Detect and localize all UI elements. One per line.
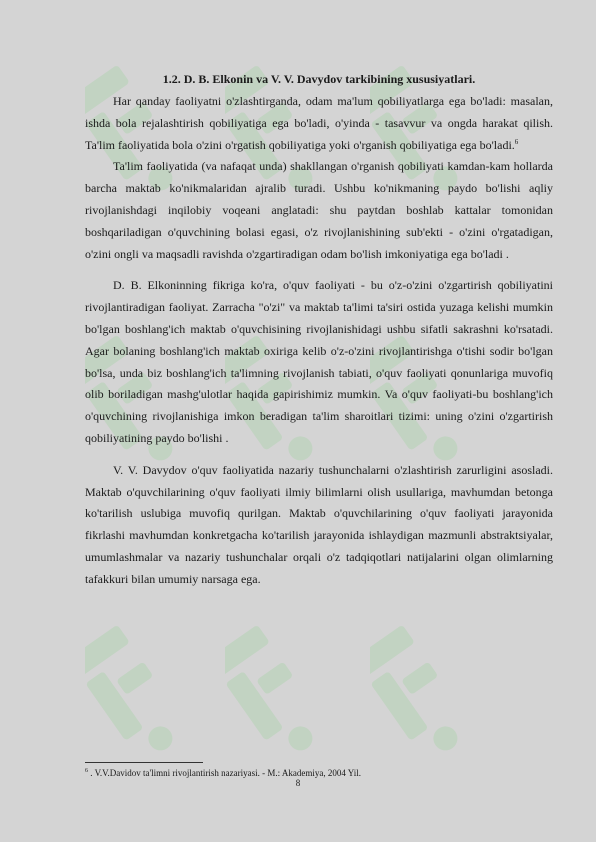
paragraph-spacer xyxy=(85,265,553,275)
watermark-icon xyxy=(370,620,460,770)
section-heading: 1.2. D. B. Elkonin va V. V. Davydov tarkibining xususiyatlari. xyxy=(162,72,476,86)
page-number: 8 xyxy=(295,778,301,788)
footnote-text: . V.V.Davidov ta'limni rivojlantirish nazariyasi. - M.: Akademiya, 2004 Yil. xyxy=(88,768,362,778)
watermark-icon xyxy=(85,620,175,770)
paragraph-4: V. V. Davydov o'quv faoliyatida nazariy tushunchalarni o'zlashtirish zarurligini asosladi. Maktab o'quvchilarining o'quv faoliyati ilmiy bilimlarni olish usullariga, mavhumdan betonga ko'tarilish uslubiga muvofiq qurilgan. Maktab o'quvchilarining o'quv faoliyati jarayonida fikrlashi mavhumdan konkretgacha ko'tarilish jarayonida ishlaydigan mazmunli abstraktsiyalar, umumlashmalar va nazariy tushunchalar orqali o'z tadqiqotlari natijalarini olgan olimlarning tafakkuri bilan umumiy narsaga ega. xyxy=(85,462,553,586)
footnote-divider xyxy=(85,762,203,763)
paragraph-2: Ta'lim faoliyatida (va nafaqat unda) shakllangan o'rganish qobiliyati kamdan-kam hollarda barcha maktab ko'nikmalaridan ajralib turadi. Ushbu ko'nikmaning paydo bo'lishi aqliy rivojlanishdagi inqilobiy voqeani anglatadi: shu paytdan boshlab kattalar tomonidan boshqariladigan o'quvchining bolasi egasi, o'z rivojlanishining sub'ekti - o'zini o'rgatadigan, o'zini ongli va maqsadli ravishda o'zgartiradigan odam bo'lish imkoniyatiga ega bo'ladi . xyxy=(85,159,553,261)
paragraph-3: D. B. Elkoninning fikriga ko'ra, o'quv faoliyati - bu o'z-o'zini o'zgartirish qobiliyatini rivojlantiradigan faoliyat. Zarracha "o'zi" va maktab ta'limi ta'siri ostida yuzaga kelishi mumkin bo'lgan boshlang'ich maktab o'quvchisining rivojlanishidagi ushbu sifatli sakrashni ko'rsatadi. Agar bolaning boshlang'ich maktab oxiriga kelib o'z-o'zini rivojlantirishga o'tishi sodir bo'lgan bo'lsa, unda biz boshlang'ich ta'limning rivojlanish tabiati, o'quv faoliyati qonunlariga muvofiq olib boriladigan mashg'ulotlar haqida gapirishimiz mumkin. Va o'quv faoliyati-bu boshlang'ich o'quvchining rivojlanishiga imkon beradigan ta'lim sharoitlari tizimi: uning o'zini o'zgartirish qobiliyatining paydo bo'lishi . xyxy=(85,278,553,445)
paragraph-1-text: Har qanday faoliyatni o'zlashtirganda, odam ma'lum qobiliyatlarga ega bo'ladi: masalan, ishda bola rejalashtirish qobiliyatiga ega bo'ladi, o'yinda - tasavvur va ongda harakat qilish. Ta'lim faoliyatida bola o'zini o'rgatish qobiliyatiga yoki o'rganish qobiliyatiga ega bo'ladi. xyxy=(85,94,553,152)
watermark-icon xyxy=(225,620,315,770)
footnote-reference[interactable]: 6 xyxy=(514,137,519,146)
paragraph-1 xyxy=(85,91,553,156)
document-body xyxy=(85,70,553,591)
paragraph-spacer xyxy=(85,450,553,460)
footnote-marker: 6 xyxy=(85,768,88,774)
